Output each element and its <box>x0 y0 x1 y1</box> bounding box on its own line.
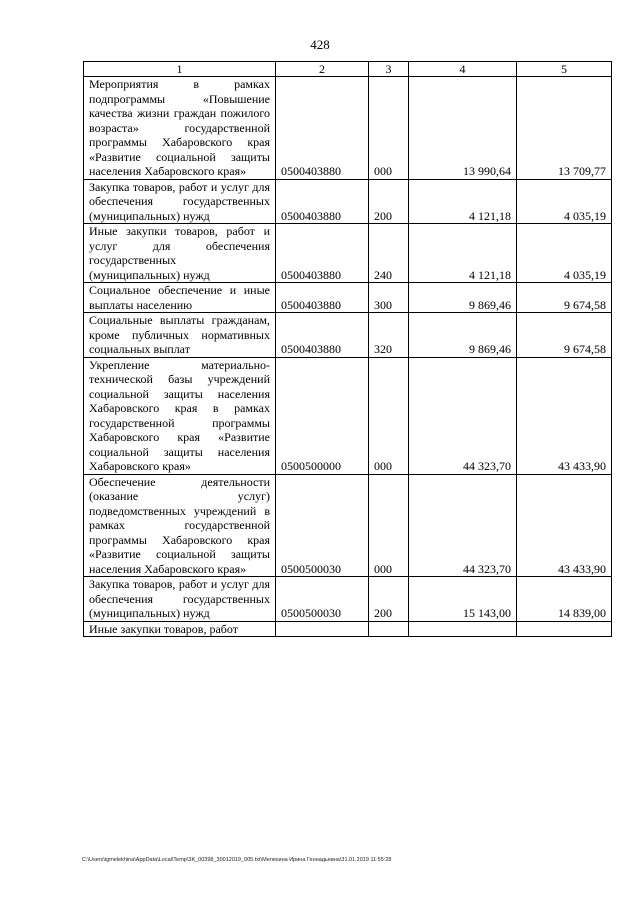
table-row <box>84 313 612 358</box>
document-footer-path: C:\Users\igmelekhina\AppData\Local\Temp\3K_00398_30012019_005.txt\Мелехина Ирина Геннадьевна\31.01.2019 11:55:28 <box>82 857 392 863</box>
expense-type-code: 240 <box>369 224 409 283</box>
table-row <box>84 77 612 180</box>
amount-column-5: 4 035,19 <box>517 224 612 283</box>
amount-column-5: 4 035,19 <box>517 179 612 224</box>
target-article-code: 0500500030 <box>276 577 369 622</box>
expense-type-code: 300 <box>369 283 409 313</box>
table-row <box>84 474 612 577</box>
budget-table <box>83 61 612 637</box>
target-article-code: 0500500000 <box>276 357 369 474</box>
amount-column-4: 13 990,64 <box>409 77 517 180</box>
expense-type-code: 320 <box>369 313 409 358</box>
row-name: Обеспечение деятельности (оказание услуг) подведомственных учреждений в рамках государственной программы Хабаровского края «Развитие социальной защиты населения Хабаровского края» <box>84 474 276 577</box>
amount-column-5: 14 839,00 <box>517 577 612 622</box>
column-header-1: 1 <box>84 62 276 77</box>
amount-column-5: 43 433,90 <box>517 474 612 577</box>
amount-column-5: 9 674,58 <box>517 283 612 313</box>
expense-type-code <box>369 621 409 637</box>
target-article-code: 0500500030 <box>276 474 369 577</box>
amount-column-4: 4 121,18 <box>409 179 517 224</box>
column-header-2: 2 <box>276 62 369 77</box>
page-number: 428 <box>310 37 330 52</box>
amount-column-4: 9 869,46 <box>409 283 517 313</box>
amount-column-5: 9 674,58 <box>517 313 612 358</box>
target-article-code: 0500403880 <box>276 283 369 313</box>
row-name: Мероприятия в рамках подпрограммы «Повышение качества жизни граждан пожилого возраста» государственной программы Хабаровского края «Развитие социальной защиты населения Хабаровского края» <box>84 77 276 180</box>
target-article-code: 0500403880 <box>276 224 369 283</box>
target-article-code: 0500403880 <box>276 179 369 224</box>
row-name: Закупка товаров, работ и услуг для обеспечения государственных (муниципальных) нужд <box>84 577 276 622</box>
amount-column-5: 13 709,77 <box>517 77 612 180</box>
table-row <box>84 621 612 637</box>
row-name: Закупка товаров, работ и услуг для обеспечения государственных (муниципальных) нужд <box>84 179 276 224</box>
amount-column-4: 15 143,00 <box>409 577 517 622</box>
row-name: Социальные выплаты гражданам, кроме публичных нормативных социальных выплат <box>84 313 276 358</box>
table-row <box>84 357 612 474</box>
row-name: Иные закупки товаров, работ <box>84 621 276 637</box>
amount-column-5: 43 433,90 <box>517 357 612 474</box>
table-row <box>84 179 612 224</box>
target-article-code: 0500403880 <box>276 77 369 180</box>
column-header-4: 4 <box>409 62 517 77</box>
expense-type-code: 000 <box>369 474 409 577</box>
amount-column-4 <box>409 621 517 637</box>
expense-type-code: 200 <box>369 179 409 224</box>
target-article-code <box>276 621 369 637</box>
row-name: Укрепление материально-технической базы учреждений социальной защиты населения Хабаровского края в рамках государственной программы Хабаровского края «Развитие социальной защиты населения Хабаровского края» <box>84 357 276 474</box>
amount-column-4: 4 121,18 <box>409 224 517 283</box>
target-article-code: 0500403880 <box>276 313 369 358</box>
table-row <box>84 283 612 313</box>
amount-column-5 <box>517 621 612 637</box>
column-header-3: 3 <box>369 62 409 77</box>
header-row <box>84 62 612 77</box>
row-name: Социальное обеспечение и иные выплаты населению <box>84 283 276 313</box>
table-row <box>84 224 612 283</box>
row-name: Иные закупки товаров, работ и услуг для обеспечения государственных (муниципальных) нужд <box>84 224 276 283</box>
amount-column-4: 44 323,70 <box>409 357 517 474</box>
amount-column-4: 44 323,70 <box>409 474 517 577</box>
column-header-5: 5 <box>517 62 612 77</box>
amount-column-4: 9 869,46 <box>409 313 517 358</box>
expense-type-code: 000 <box>369 77 409 180</box>
expense-type-code: 200 <box>369 577 409 622</box>
table-row <box>84 577 612 622</box>
expense-type-code: 000 <box>369 357 409 474</box>
